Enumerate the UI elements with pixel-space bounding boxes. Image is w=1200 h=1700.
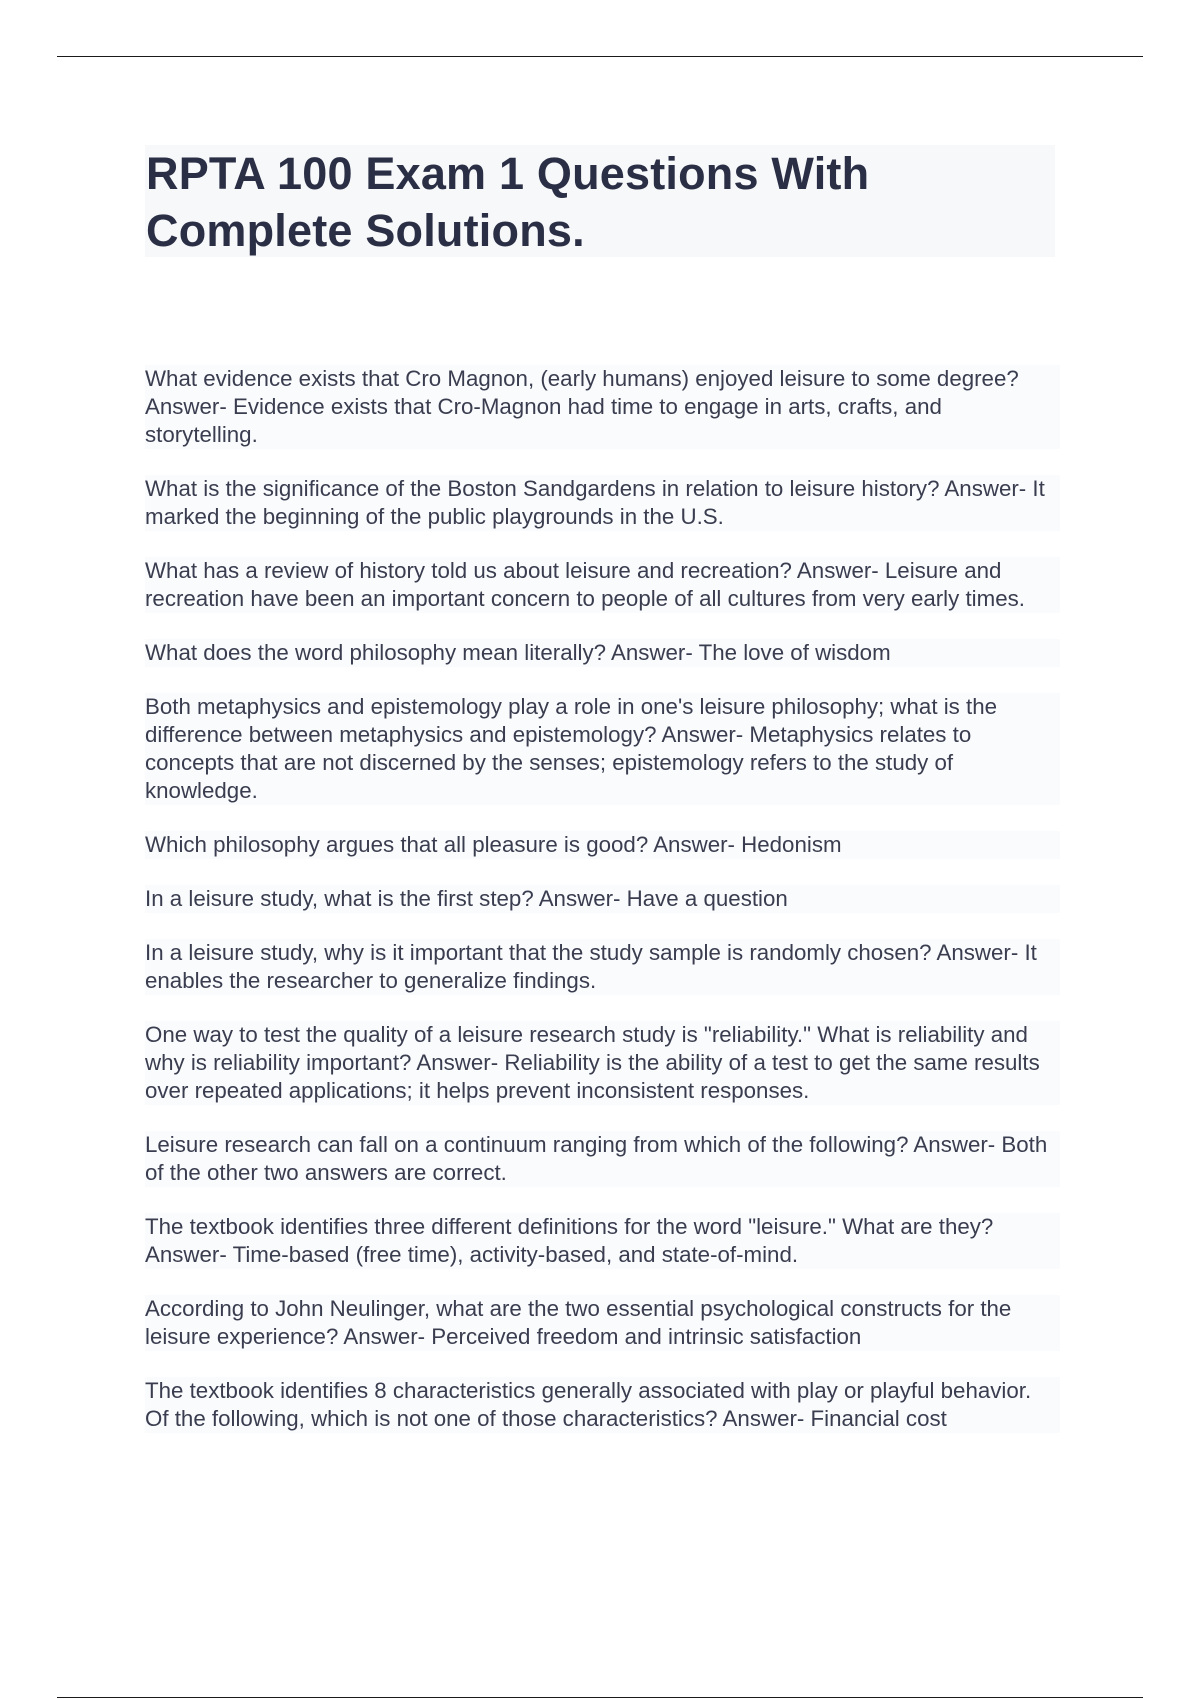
qa-item: What evidence exists that Cro Magnon, (early humans) enjoyed leisure to some degree? Answer- Evidence exists that Cro-Magnon had time to engage in arts, crafts, and storytelling. bbox=[145, 365, 1060, 449]
qa-item: The textbook identifies 8 characteristics generally associated with play or playful behavior. Of the following, which is not one of those characteristics? Answer- Financial cost bbox=[145, 1377, 1060, 1433]
qa-list bbox=[145, 365, 1060, 1459]
qa-item: Both metaphysics and epistemology play a role in one's leisure philosophy; what is the difference between metaphysics and epistemology? Answer- Metaphysics relates to concepts that are not discerned by the senses; epistemology refers to the study of knowledge. bbox=[145, 693, 1060, 805]
title-block bbox=[145, 145, 1055, 257]
qa-item: One way to test the quality of a leisure research study is "reliability." What is reliability and why is reliability important? Answer- Reliability is the ability of a test to get the same results over repeated applications; it helps prevent inconsistent responses. bbox=[145, 1021, 1060, 1105]
qa-item: According to John Neulinger, what are the two essential psychological constructs for the leisure experience? Answer- Perceived freedom and intrinsic satisfaction bbox=[145, 1295, 1060, 1351]
qa-item: Which philosophy argues that all pleasure is good? Answer- Hedonism bbox=[145, 831, 1060, 859]
page-title: RPTA 100 Exam 1 Questions With Complete Solutions. bbox=[146, 148, 870, 256]
qa-item: In a leisure study, what is the first step? Answer- Have a question bbox=[145, 885, 1060, 913]
qa-item: What is the significance of the Boston Sandgardens in relation to leisure history? Answer- It marked the beginning of the public playgrounds in the U.S. bbox=[145, 475, 1060, 531]
qa-item: Leisure research can fall on a continuum ranging from which of the following? Answer- Both of the other two answers are correct. bbox=[145, 1131, 1060, 1187]
header-rule bbox=[57, 56, 1143, 57]
qa-item: What does the word philosophy mean literally? Answer- The love of wisdom bbox=[145, 639, 1060, 667]
qa-item: The textbook identifies three different definitions for the word "leisure." What are they? Answer- Time-based (free time), activity-based, and state-of-mind. bbox=[145, 1213, 1060, 1269]
footer-rule bbox=[57, 1697, 1143, 1698]
qa-item: What has a review of history told us about leisure and recreation? Answer- Leisure and recreation have been an important concern to people of all cultures from very early times. bbox=[145, 557, 1060, 613]
qa-item: In a leisure study, why is it important that the study sample is randomly chosen? Answer- It enables the researcher to generalize findings. bbox=[145, 939, 1060, 995]
